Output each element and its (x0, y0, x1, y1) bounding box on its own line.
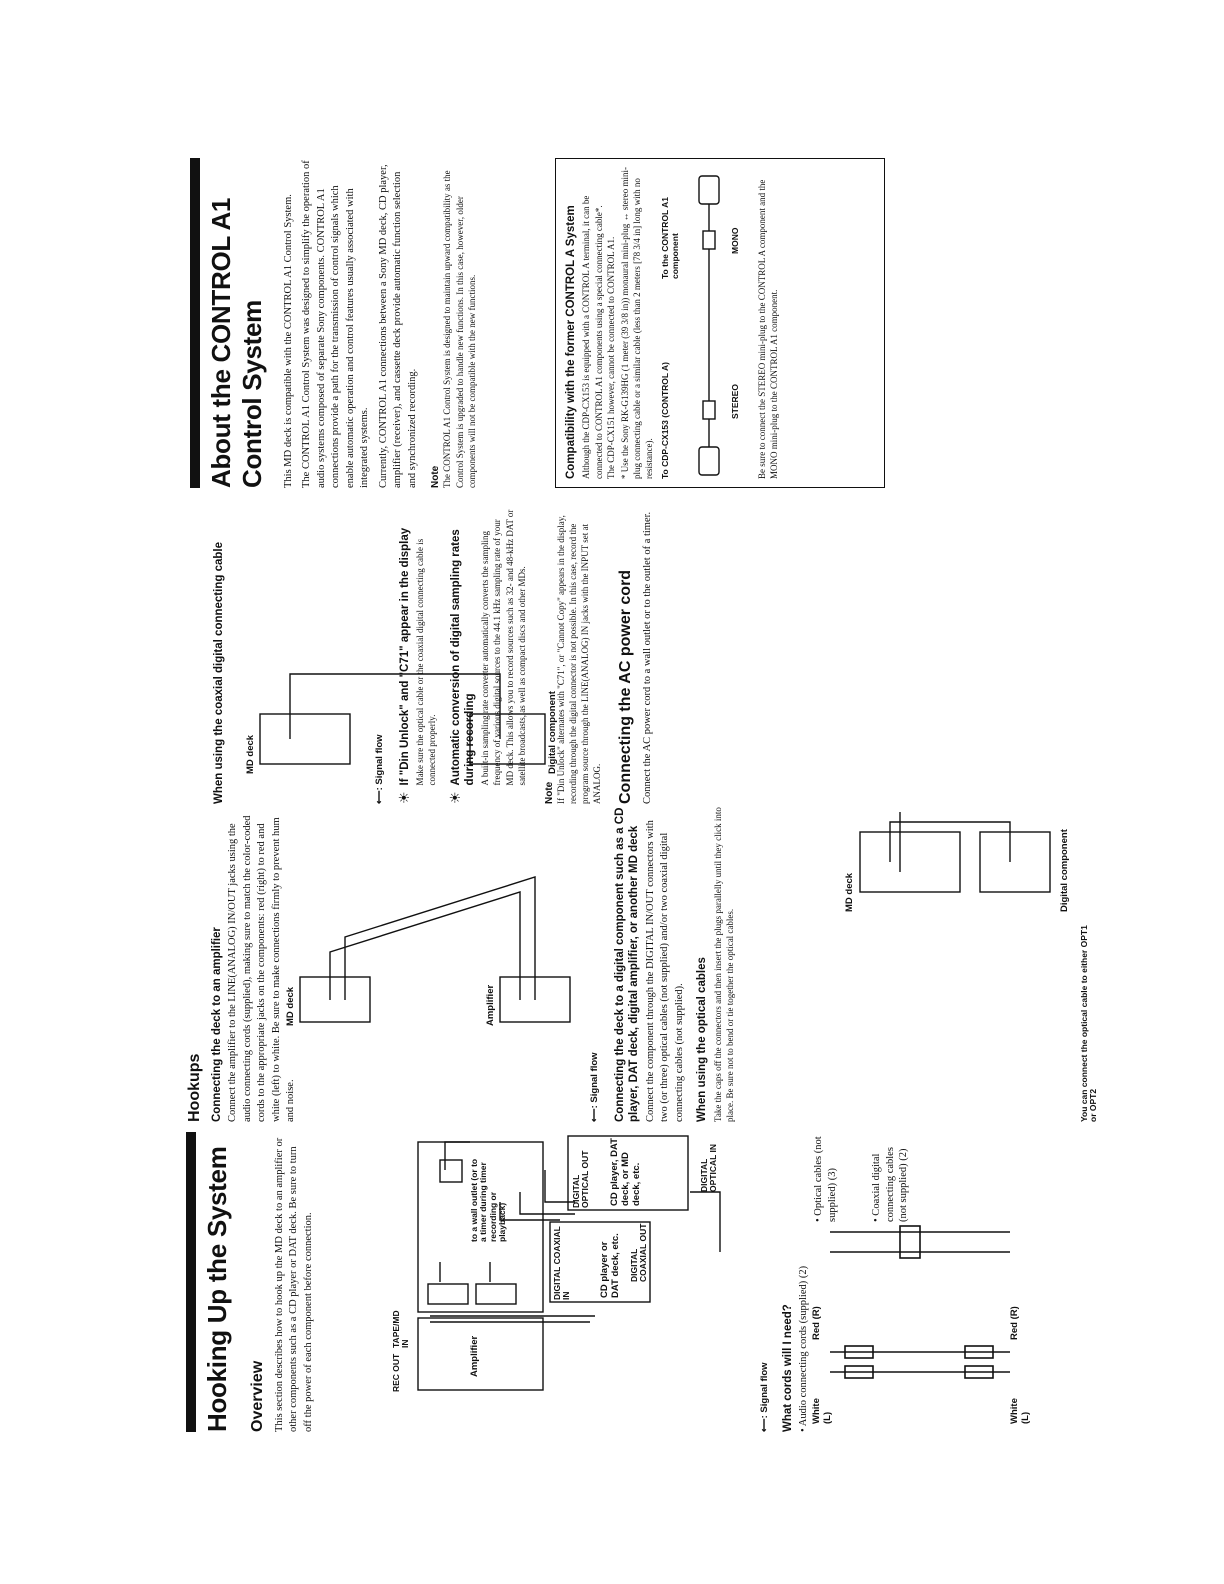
amplifier-label: Amplifier (469, 1335, 480, 1377)
red-r-label-2: Red (R) (1009, 1306, 1020, 1340)
digital-heading: Connecting the deck to a digital component such as a CD player, DAT deck, digital amplifier, or another MD deck (613, 807, 641, 1122)
note-text-mid: If "Din Unlock" alternates with "C71", or "Cannot Copy" appears in the display, recording through the digital connector is not possible. In this case, record the program source through the LINE(ANALOG) IN jacks with the INPUT set at ANALOG. (555, 515, 603, 804)
signal-flow-legend: ⟵: Signal flow (759, 1362, 770, 1432)
digital-component-label-optical: Digital component (1059, 829, 1070, 912)
coax-heading: When using the coaxial digital connecting cable (213, 542, 225, 804)
digital-component-label-coax: Digital component (547, 691, 558, 774)
cd-dat-md-label: CD player, DAT deck, or MD deck, etc. (609, 1138, 642, 1206)
cable-diagram (661, 167, 756, 479)
optical-heading: When using the optical cables (696, 957, 709, 1122)
page-title: Hooking Up the System (186, 1132, 241, 1432)
ac-text: Connect the AC power cord to a wall outlet or to the outlet of a timer. (642, 511, 654, 804)
tip1-heading: If "Din Unlock" and "C71" appear in the display (398, 527, 411, 786)
compat-footnote: * Use the Sony RK-G139HG (1 meter (39 3/8 in)) monaural mini-plug ↔ stereo mini-plug connecting cable or a similar cable (less than 2 meters [78 3/4 in] long with no resistance). (619, 167, 655, 479)
to-cdp-label: To CDP-CX153 (CONTROL A) (660, 362, 671, 479)
note-heading-right: Note (430, 465, 442, 488)
wall-outlet-label: to a wall outlet (or to a timer during timer recording or playback) (469, 1158, 508, 1242)
cord-item-coaxial: • Coaxial digital connecting cables (not supplied) (2) (871, 1147, 910, 1222)
audio-cord-illustration (0, 1132, 1224, 1432)
control-p1: This MD deck is compatible with the CONTROL A1 Control System. (283, 194, 294, 488)
compat-text1: Although the CDP-CX153 is equipped with a CONTROL A terminal, it can be connected to CONTROL A1 components using a special connecting cable*. (581, 195, 604, 479)
signal-arrow-icon: ⟵ (589, 1108, 600, 1122)
compat-text2: The CDP-CX151 however, cannot be connected to CONTROL A1. (605, 236, 616, 479)
tape-md-in-label: TAPE/MD IN (391, 1310, 411, 1348)
overview-heading: Overview (249, 1360, 266, 1432)
to-control-label: To the CONTROL A1 component (660, 196, 680, 279)
note-text-right: The CONTROL A1 Control System is designed to maintain upward compatibility as the Control System is upgraded to handle new functions. In this case, however, older components will not be compatible with the new functions. (442, 170, 477, 488)
stereo-label: STEREO (730, 384, 741, 419)
mono-label: MONO (730, 227, 741, 254)
md-deck-label-coax: MD deck (245, 734, 256, 774)
compatibility-box (555, 158, 885, 488)
white-l-label-1: White (L) (811, 1398, 833, 1424)
hookups-title: Hookups (186, 1053, 203, 1122)
coaxial-column (0, 494, 1224, 804)
tip2-heading: Automatic conversion of digital sampling rates during recording (449, 529, 476, 786)
optical-text: Take the caps off the connectors and then insert the plugs parallelly until they click into place. Be sure not to bend or tie together the optical cables. (712, 807, 735, 1122)
md-deck-label-amp: MD deck (285, 986, 296, 1026)
rec-out-label: REC OUT (391, 1353, 401, 1392)
signal-arrow-icon: ⟵ (759, 1418, 770, 1432)
control-a1-title: About the CONTROL A1 Control System (190, 158, 276, 488)
hooking-up-column (0, 1132, 1224, 1432)
tip2-text: A built-in sampling rate converter automatically converts the sampling frequency of various digital sources to the 44.1 kHz sampling rate of your MD deck. This allows you to record sources such as 32- and 48-kHz DAT or satellite broadcasts, as well as compact discs and other MDs. (480, 509, 527, 786)
control-a1-column (0, 158, 1224, 488)
red-r-label-1: Red (R) (811, 1306, 822, 1340)
cords-heading: What cords will I need? (781, 1304, 794, 1432)
control-p2: The CONTROL A1 Control System was designed to simplify the operation of audio systems composed of separate Sony components. CONTROL A1 connections provide a path for the transmission of control signals which enable automatic operation and control features usually associated with integrated systems. (301, 160, 371, 488)
signal-flow-legend-coax: ⟵: Signal flow (374, 734, 385, 804)
signal-flow-legend-amp: ⟵: Signal flow (589, 1052, 600, 1122)
ac-heading: Connecting the AC power cord (617, 569, 635, 804)
tip-din-unlock (398, 504, 439, 804)
digital-text: Connect the component through the DIGITAL IN/OUT connectors with two (or three) optical cables (not supplied) and/or two coaxial digital connecting cables (not supplied). (644, 820, 685, 1122)
tip-sampling-rate (449, 504, 528, 804)
opt-note: You can connect the optical cable to either OPT1 or OPT2 (1079, 925, 1099, 1122)
optical-connection-diagram (0, 802, 1224, 1122)
amp-text: Connect the amplifier to the LINE(ANALOG) IN/OUT jacks using the audio connecting cords (supplied), making sure to match the color-coded cords to the appropriate jacks on the components: red (right) to red and white (left) to white. Be sure to make connections firmly to prevent hum and noise. (227, 815, 297, 1122)
cord-item-optical: • Optical cables (not supplied) (3) (813, 1136, 838, 1222)
cord-item-audio: • Audio connecting cords (supplied) (2) (798, 1265, 810, 1432)
cd-dat-label: CD player or DAT deck, etc. (599, 1233, 621, 1298)
overview-text: This section describes how to hook up the MD deck to an amplifier or other components such as a CD player or DAT deck. Be sure to turn off the power of each component before connection. (274, 1137, 314, 1432)
white-l-label-2: White (L) (1009, 1398, 1031, 1424)
md-deck-label-optical: MD deck (844, 872, 855, 912)
tip-lightbulb-icon: ☀ (396, 791, 413, 804)
note-heading-mid: Note (543, 781, 555, 804)
compat-closing: Be sure to connect the STEREO mini-plug to the CONTROL A component and the MONO mini-plug to the CONTROL A1 component. (757, 179, 780, 479)
tip-lightbulb-icon: ☀ (447, 791, 464, 804)
hookups-column (0, 802, 1224, 1122)
compat-heading: Compatibility with the former CONTROL A System (565, 205, 577, 479)
tip1-text: Make sure the optical cable or the coaxial digital connecting cable is connected properly. (415, 538, 438, 786)
mini-plug-cable (685, 169, 745, 479)
amplifier-label-amp: Amplifier (485, 984, 496, 1026)
control-p3: Currently, CONTROL A1 connections between a Sony MD deck, CD player, amplifier (receiver), and cassette deck provide automatic function selection and synchronized recording. (377, 164, 418, 488)
signal-arrow-icon: ⟵ (374, 790, 385, 804)
digital-coaxial-in-label: DIGITAL COAXIAL IN (552, 1226, 572, 1300)
digital-optical-in-label: DIGITAL OPTICAL IN (699, 1143, 719, 1192)
amp-heading: Connecting the deck to an amplifier (211, 927, 223, 1122)
digital-optical-out-label: DIGITAL OPTICAL OUT (571, 1150, 591, 1208)
digital-coaxial-out-label: DIGITAL COAXIAL OUT (629, 1223, 649, 1282)
